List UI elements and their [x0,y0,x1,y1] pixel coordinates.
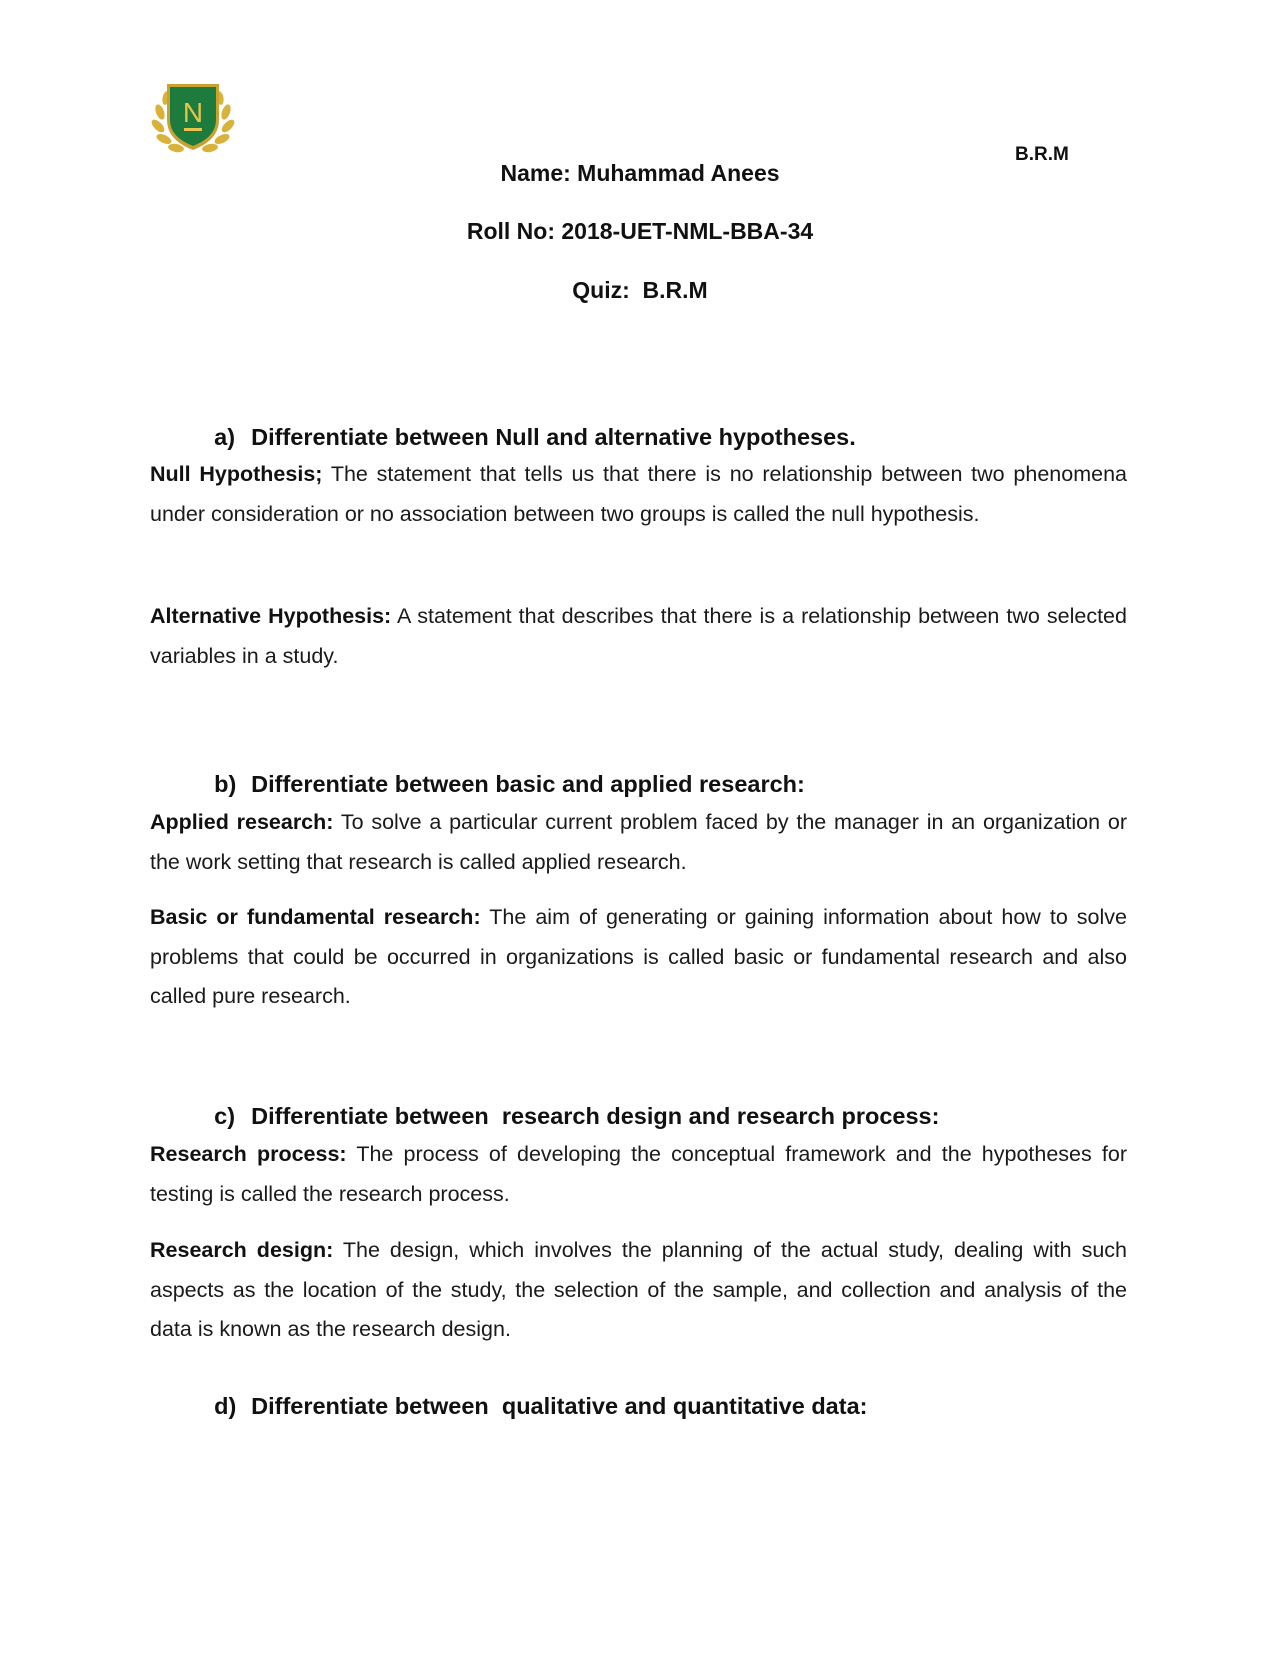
section-title: Differentiate between Null and alternative hypotheses. [251,424,856,450]
applied-research-paragraph [150,803,1127,882]
research-process-paragraph [150,1135,1127,1214]
term: Null Hypothesis; [150,462,323,486]
null-hypothesis-paragraph [150,455,1127,534]
quiz-title: Quiz: B.R.M [572,277,708,303]
term: Applied research: [150,810,334,834]
section-title: Differentiate between research design and research process: [251,1103,940,1129]
section-marker: b) [214,771,237,797]
term: Basic or fundamental research: [150,905,481,929]
definition: The process of developing the conceptual framework and the hypotheses for testing is called the research process. [150,1142,1127,1206]
definition: To solve a particular current problem faced by the manager in an organization or the work setting that research is called applied research. [150,810,1127,874]
term: Alternative Hypothesis: [150,604,392,628]
basic-research-paragraph [150,898,1127,1017]
term: Research process: [150,1142,347,1166]
section-title: Differentiate between basic and applied research: [251,771,805,797]
alternative-hypothesis-paragraph [150,597,1127,676]
definition: The aim of generating or gaining information about how to solve problems that could be occurred in organizations is called basic or fundamental research and also called pure research. [150,905,1128,1008]
section-d-heading [188,1366,867,1447]
definition: The design, which involves the planning of the actual study, dealing with such aspects as the location of the study, the selection of the sample, and collection and analysis of the data is known as the research design. [150,1238,1127,1341]
research-design-paragraph [150,1231,1127,1350]
definition: A statement that describes that there is a relationship between two selected variables in a study. [150,604,1127,668]
section-marker: d) [214,1393,237,1419]
section-title: Differentiate between qualitative and quantitative data: [251,1393,868,1419]
logo-letter: N [182,97,204,128]
section-marker: a) [214,424,236,450]
definition: The statement that tells us that there is no relationship between two phenomena under consideration or no association between two groups is called the null hypothesis. [150,462,1127,526]
roll-number: Roll No: 2018-UET-NML-BBA-34 [466,218,814,244]
term: Research design: [150,1238,334,1262]
university-crest-logo [150,76,236,156]
course-tag: B.R.M [1015,144,1069,165]
student-name: Name: Muhammad Anees [500,160,780,186]
section-marker: c) [214,1103,236,1129]
